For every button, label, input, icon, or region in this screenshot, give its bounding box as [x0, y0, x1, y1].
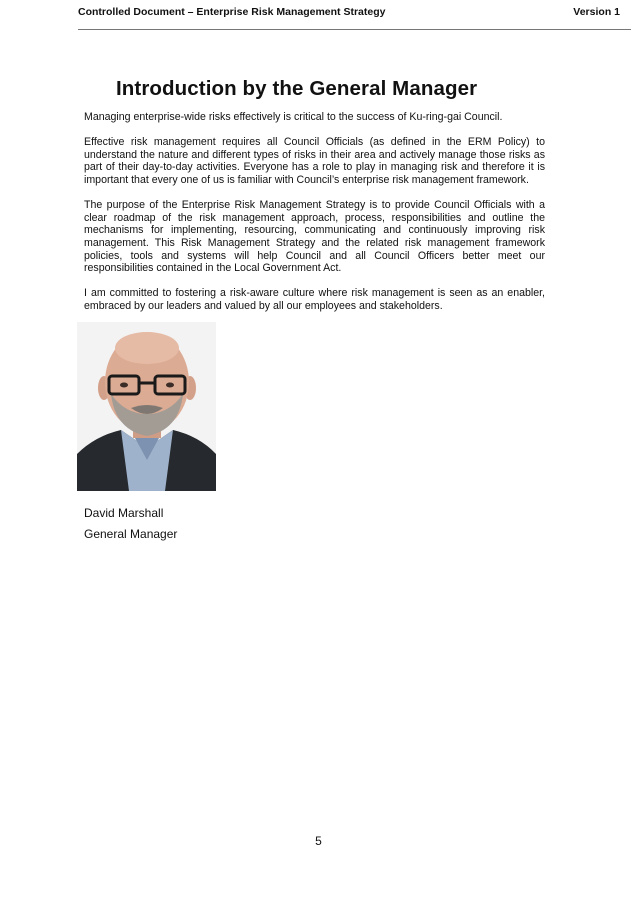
paragraph-intro: Managing enterprise-wide risks effectively is critical to the success of Ku-ring-gai Council. — [84, 111, 503, 123]
paragraph-effective-risk: Effective risk management requires all Council Officials (as defined in the ERM Policy) to understand the nature and different types of risks in their area and actively manage those risks as part of their day-to-day activities. Everyone has a role to play in managing risk and therefore it is important that every one of us is familiar with Council’s enterprise risk management framework. — [84, 136, 545, 186]
version-label: Version 1 — [573, 6, 620, 18]
portrait-photo — [77, 322, 216, 491]
signatory-role: General Manager — [84, 527, 178, 541]
paragraph-purpose: The purpose of the Enterprise Risk Management Strategy is to provide Council Officials with a clear roadmap of the risk management approach, process, responsibilities and outline the mechanisms for implementing, resourcing, communicating and continuously improving risk management. This Risk Management Strategy and the related risk management framework policies, tools and systems will help Council and all Council Officers better meet our responsibilities contained in the Local Government Act. — [84, 199, 545, 275]
body-text — [84, 111, 545, 325]
page-title: Introduction by the General Manager — [116, 77, 478, 100]
signature-block — [84, 503, 177, 545]
page-number: 5 — [315, 834, 322, 848]
document-header — [78, 6, 620, 18]
document-label: Controlled Document – Enterprise Risk Management Strategy — [78, 6, 386, 18]
signatory-name: David Marshall — [84, 506, 164, 520]
paragraph-commitment: I am committed to fostering a risk-aware culture where risk management is seen as an enabler, embraced by our leaders and valued by all our employees and stakeholders. — [84, 287, 545, 312]
header-divider — [78, 29, 631, 30]
